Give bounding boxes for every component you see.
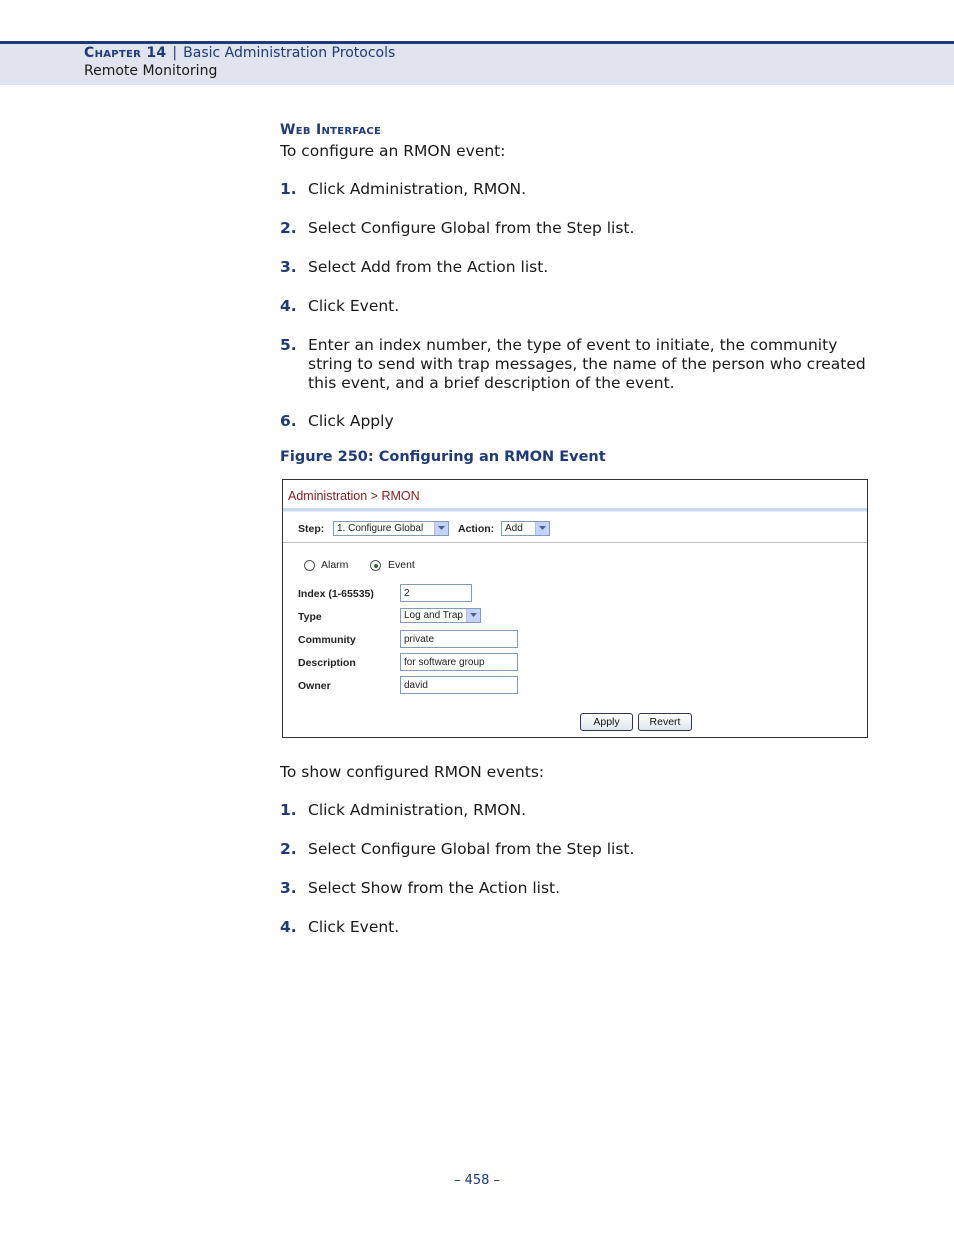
chevron-down-icon xyxy=(434,522,448,535)
step-text: Click Event. xyxy=(308,297,400,315)
panel-title: Administration > RMON xyxy=(288,489,420,503)
step-text: Click Administration, RMON. xyxy=(308,180,526,198)
description-value: for software group xyxy=(404,657,485,668)
action-label: Action: xyxy=(458,523,495,535)
step-number: 3. xyxy=(280,258,297,276)
step-text: Select Configure Global from the Step list. xyxy=(308,840,635,858)
step-text: Select Configure Global from the Step list. xyxy=(308,219,635,237)
figure-caption: Figure 250: Configuring an RMON Event xyxy=(280,449,606,465)
radio-event[interactable] xyxy=(370,560,381,571)
chapter-title: Basic Administration Protocols xyxy=(183,45,396,61)
panel-divider xyxy=(283,542,867,543)
step-text: Select Show from the Action list. xyxy=(308,879,561,897)
index-field[interactable] xyxy=(400,584,472,602)
step-number: 4. xyxy=(280,297,297,315)
section-heading: Web Interface xyxy=(280,122,382,138)
owner-value: david xyxy=(404,680,428,691)
radio-event-label: Event xyxy=(388,559,415,571)
step-text: Select Add from the Action list. xyxy=(308,258,549,276)
header-separator: | xyxy=(172,45,178,61)
step-number: 2. xyxy=(280,840,297,858)
community-value: private xyxy=(404,634,435,645)
step-number: 2. xyxy=(280,219,297,237)
step-number: 4. xyxy=(280,918,297,936)
page-number: – 458 – xyxy=(453,1173,501,1188)
index-label: Index (1-65535) xyxy=(298,588,374,600)
step-select-value: 1. Configure Global xyxy=(337,523,424,534)
action-select-value: Add xyxy=(505,523,523,534)
type-select[interactable] xyxy=(400,608,481,623)
type-select-value: Log and Trap xyxy=(404,610,463,621)
chevron-down-icon xyxy=(466,609,480,622)
chapter-header xyxy=(84,45,395,61)
owner-label: Owner xyxy=(298,680,331,692)
section-subtitle: Remote Monitoring xyxy=(84,63,218,79)
apply-button[interactable]: Apply xyxy=(580,713,633,731)
revert-button[interactable]: Revert xyxy=(638,713,692,731)
chevron-down-icon xyxy=(535,522,549,535)
community-field[interactable] xyxy=(400,630,518,648)
step-number: 1. xyxy=(280,801,297,819)
step-text: Click Event. xyxy=(308,918,400,936)
description-field[interactable] xyxy=(400,653,518,671)
description-label: Description xyxy=(298,657,356,669)
step-text: Click Apply xyxy=(308,412,394,430)
radio-alarm-label: Alarm xyxy=(321,559,349,571)
step-select[interactable] xyxy=(333,521,449,536)
type-label: Type xyxy=(298,611,322,623)
chapter-number: Chapter 14 xyxy=(84,45,167,61)
step-label: Step: xyxy=(298,523,325,535)
step-text: Enter an index number, the type of event to initiate, the community string to send with trap messages, the name of the person who created this event, and a brief description of the event. xyxy=(308,336,866,392)
owner-field[interactable] xyxy=(400,676,518,694)
action-select[interactable] xyxy=(501,521,550,536)
title-rule xyxy=(283,511,867,512)
radio-selected-dot xyxy=(374,564,378,568)
intro-configure: To configure an RMON event: xyxy=(280,142,506,160)
radio-alarm[interactable] xyxy=(304,560,315,571)
step-number: 3. xyxy=(280,879,297,897)
rmon-screenshot-panel xyxy=(282,479,868,738)
community-label: Community xyxy=(298,634,356,646)
step-number: 1. xyxy=(280,180,297,198)
intro-show: To show configured RMON events: xyxy=(280,763,545,781)
step-number: 5. xyxy=(280,336,297,354)
step-number: 6. xyxy=(280,412,297,430)
index-value: 2 xyxy=(404,588,410,599)
step-text: Click Administration, RMON. xyxy=(308,801,526,819)
